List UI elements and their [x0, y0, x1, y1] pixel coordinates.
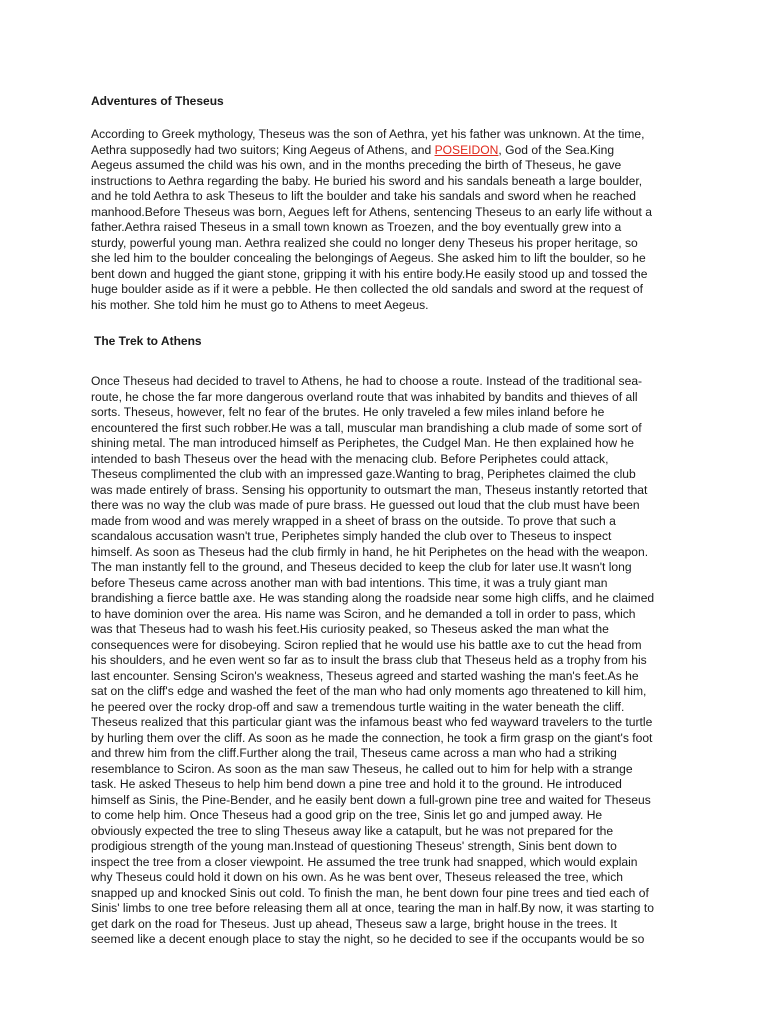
text-line: shining metal. The man introduced himself as Periphetes, the Cudgel Man. He then explained how he [91, 436, 634, 450]
text-line: to come help him. Once Theseus had a good grip on the tree, Sinis let go and jumped away. He [91, 808, 603, 822]
text-line: sturdy, powerful young man. Aethra realized she could no longer deny Theseus his proper heritage, so [91, 235, 638, 250]
intro-paragraph [91, 127, 681, 313]
text-line: father.Aethra raised Theseus in a small town known as Troezen, and the boy eventually grew into a [91, 220, 622, 234]
text-line: instructions to Aethra regarding the baby. He buried his sword and his sandals beneath a large boulder, [91, 173, 643, 188]
text-line-segment: Aethra supposedly had two suitors; King Aegeus of Athens, and [91, 142, 435, 157]
text-line: himself as Sinis, the Pine-Bender, and he easily bent down a full-grown pine tree and waited for Theseus [91, 792, 651, 807]
text-line: she led him to the boulder concealing the belongings of Aegeus. She asked him to lift the boulder, so he [91, 251, 646, 265]
text-line: Sinis' limbs to one tree before releasing them all at once, tearing the man in half.By now, it was starting to [91, 901, 654, 915]
text-line: huge boulder aside as if it were a pebble. He then collected the old sandals and sword at the request of [91, 282, 643, 296]
text-line: before Theseus came across another man with bad intentions. This time, it was a truly giant man [91, 575, 608, 590]
text-line: and threw him from the cliff.Further along the trail, Theseus came across a man who had a striking [91, 746, 617, 760]
text-line-segment: , God of the Sea.King [498, 142, 615, 157]
text-line: was made entirely of brass. Sensing his opportunity to outsmart the man, Theseus instantly retorted that [91, 482, 648, 497]
text-line: inspect the tree from a closer viewpoint. He assumed the tree trunk had snapped, which would explain [91, 854, 638, 869]
text-line: obviously expected the tree to sling Theseus away like a catapult, but he was not prepared for the [91, 823, 614, 838]
text-line: brandishing a fierce battle axe. He was standing along the roadside near some high cliffs, and he claimed [91, 591, 655, 605]
text-line: scandalous accusation wasn't true, Periphetes simply handed the club over to Theseus to inspect [91, 529, 612, 543]
text-line: himself. As soon as Theseus had the club firmly in hand, he hit Periphetes on the head with the weapon. [91, 544, 649, 559]
text-line: consequences were for disobeying. Sciron replied that he would use his battle axe to cut the head from [91, 637, 642, 652]
poseidon-link[interactable]: POSEIDON [434, 142, 499, 157]
text-line: he peered over the rocky drop-off and saw a tremendous turtle waiting in the water beneath the cliff. [91, 699, 625, 714]
document-title: Adventures of Theseus [91, 94, 224, 108]
text-line: resemblance to Sciron. As soon as the man saw Theseus, he called out to him for help with a strange [91, 761, 633, 776]
trek-paragraph [91, 374, 681, 948]
text-line: there was no way the club was made of pure brass. He guessed out loud that the club must have been [91, 498, 640, 512]
text-line: to have dominion over the area. His name was Sciron, and he demanded a toll in order to pass, which [91, 606, 636, 621]
text-line: by hurling them over the cliff. As soon as he made the connection, he took a firm grasp on the giant's foot [91, 730, 653, 745]
text-line: The man instantly fell to the ground, and Theseus decided to keep the club for later use.It wasn't long [91, 560, 632, 574]
text-line: sat on the cliff's edge and washed the feet of the man who had only moments ago threatened to kill him, [91, 684, 647, 698]
section-heading-trek: The Trek to Athens [94, 334, 202, 348]
text-line: bent down and hugged the giant stone, gripping it with his entire body.He easily stood up and tossed the [91, 266, 648, 281]
text-line: According to Greek mythology, Theseus was the son of Aethra, yet his father was unknown. At the time, [91, 127, 645, 141]
text-line: snapped up and knocked Sinis out cold. To finish the man, he bent down four pine trees and tied each of [91, 885, 649, 900]
text-line: his mother. She told him he must go to Athens to meet Aegeus. [91, 297, 429, 312]
text-line: prodigious strength of the young man.Instead of questioning Theseus' strength, Sinis bent down to [91, 839, 617, 853]
text-line: task. He asked Theseus to help him bend down a pine tree and hold it to the ground. He introduced [91, 777, 622, 791]
text-line: why Theseus could hold it down on his own. As he was bent over, Theseus released the tree, which [91, 870, 623, 884]
text-line: Theseus realized that this particular giant was the infamous beast who fed wayward travelers to the turtle [91, 715, 653, 729]
text-line: Theseus complimented the club with an impressed gaze.Wanting to brag, Periphetes claimed the club [91, 467, 636, 481]
text-line: Aegeus assumed the child was his own, and in the months preceding the birth of Theseus, he gave [91, 158, 622, 172]
text-line: last encounter. Sensing Sciron's weakness, Theseus agreed and started washing the man's feet.As he [91, 668, 639, 683]
text-line: manhood.Before Theseus was born, Aegues left for Athens, sentencing Theseus to an early life without a [91, 204, 652, 219]
text-line: sorts. Theseus, however, felt no fear of the brutes. He only traveled a few miles inland before he [91, 405, 605, 419]
text-line: his shoulders, and he even went so far as to insult the brass club that Theseus held as a trophy from his [91, 653, 647, 667]
text-line: encountered the first such robber.He was a tall, muscular man brandishing a club made of some sort of [91, 420, 642, 435]
text-line: get dark on the road for Theseus. Just up ahead, Theseus saw a large, bright house in the trees. It [91, 916, 617, 931]
text-line: seemed like a decent enough place to stay the night, so he decided to see if the occupants would be so [91, 932, 645, 946]
text-line: was that Theseus had to wash his feet.His curiosity peaked, so Theseus asked the man what the [91, 622, 609, 636]
text-line: and he told Aethra to ask Theseus to lift the boulder and take his sandals and sword when he reached [91, 189, 637, 203]
text-line: route, he chose the far more dangerous overland route that was inhabited by bandits and thieves of all [91, 389, 638, 404]
text-line [91, 143, 681, 159]
text-line: intended to bash Theseus over the head with the menacing club. Before Periphetes could attack, [91, 451, 609, 466]
text-line: Once Theseus had decided to travel to Athens, he had to choose a route. Instead of the traditional sea- [91, 374, 643, 388]
text-line: made from wood and was merely wrapped in a sheet of brass on the outside. To prove that such a [91, 513, 616, 528]
